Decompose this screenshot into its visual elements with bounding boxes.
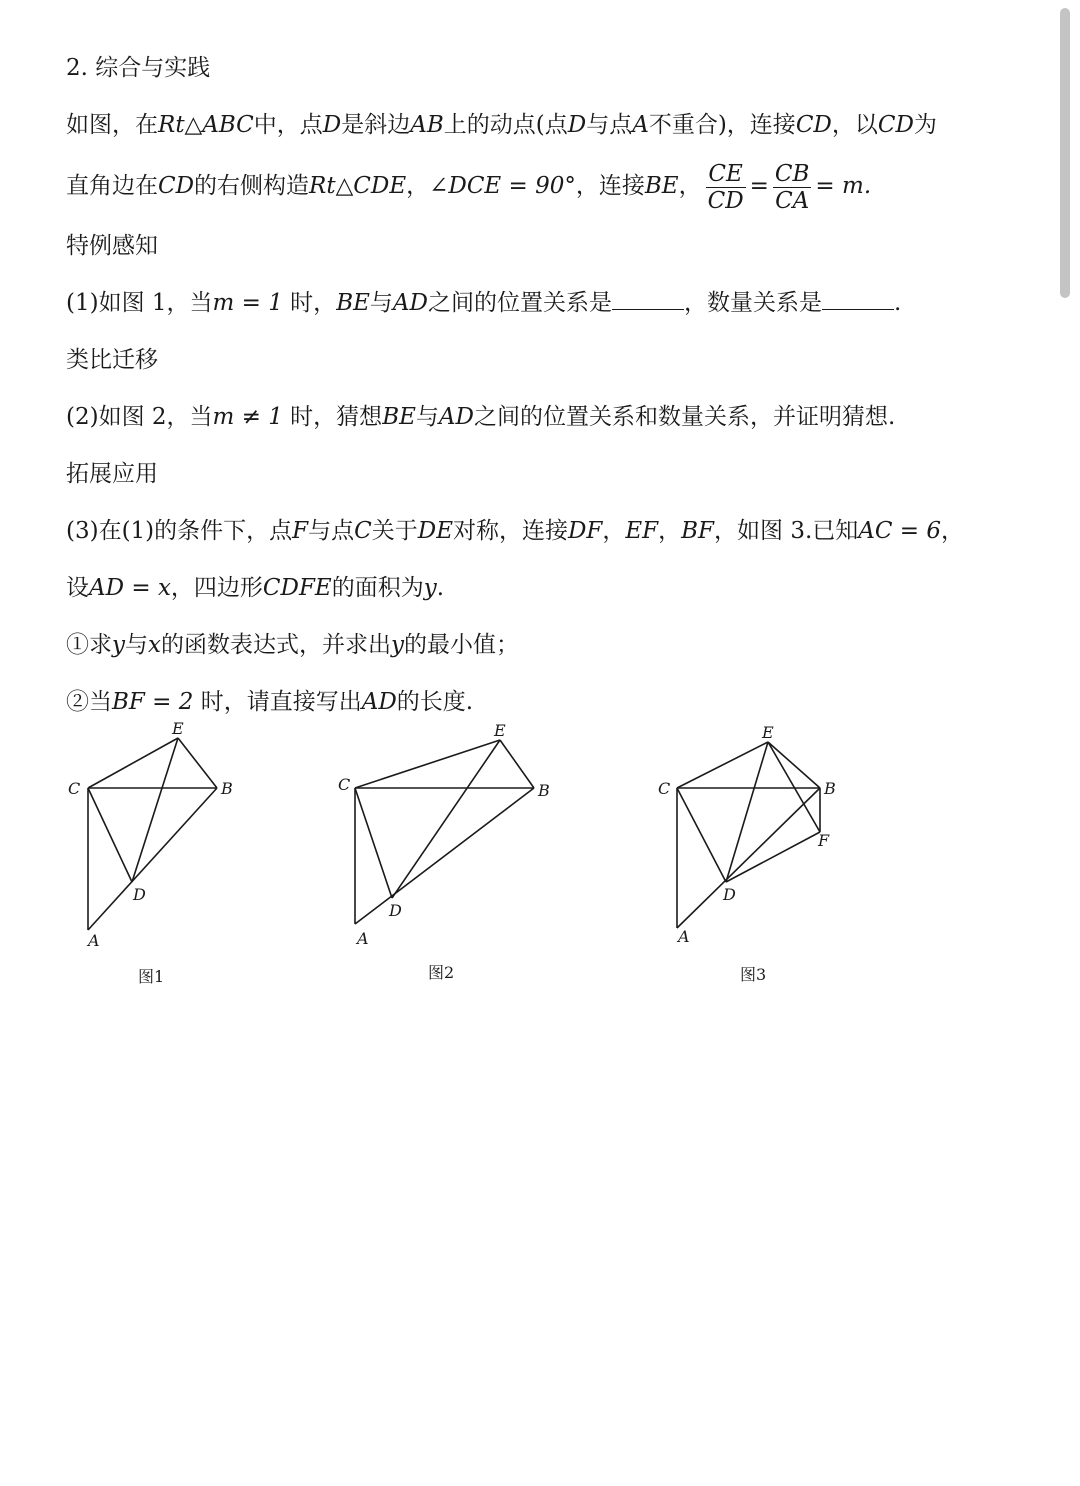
text: 与	[125, 632, 148, 658]
section-title: 类比迁移	[66, 347, 158, 373]
segment-df	[726, 832, 820, 882]
label-f: F	[818, 831, 830, 850]
text: 中，点	[253, 112, 323, 138]
label-d: D	[389, 901, 402, 920]
label-c: C	[658, 779, 671, 798]
segment-eb	[768, 742, 820, 788]
text: 时，猜想	[282, 404, 383, 430]
figure-2-diagram	[355, 740, 534, 924]
math-m-not-equal-1: m ≠ 1	[212, 404, 283, 430]
label-c: C	[338, 775, 351, 794]
math-y: y	[390, 632, 404, 658]
segment-ab	[355, 788, 534, 924]
text: 之间的位置关系和数量关系，并证明猜想.	[473, 404, 896, 430]
text: 的面积为	[331, 575, 424, 601]
math-rt-abc: Rt△ABC	[158, 112, 254, 138]
label-d: D	[723, 885, 736, 904]
math-d: D	[567, 112, 587, 138]
fraction-denominator: CA	[775, 187, 810, 214]
label-b: B	[221, 779, 233, 798]
problem-document	[66, 40, 1026, 731]
label-a: A	[678, 927, 690, 946]
geometry-figures	[60, 710, 880, 1000]
text: (3)在(1)的条件下，点	[66, 518, 293, 544]
text: 时，请直接写出	[193, 689, 362, 715]
math-ab: AB	[410, 112, 444, 138]
fraction-ce-cd	[706, 161, 746, 214]
text: ，	[678, 173, 702, 199]
math-ad-equals-x: AD = x	[89, 575, 171, 601]
intro-line-1	[66, 97, 1026, 154]
text: ，四边形	[170, 575, 263, 601]
segment-ef	[768, 742, 820, 832]
text: (2)如图 2，当	[66, 404, 213, 430]
math-ad: AD	[392, 290, 428, 316]
math-angle-dce: ∠DCE = 90°	[429, 173, 576, 199]
math-bf: BF	[681, 518, 715, 544]
math-x: x	[148, 632, 161, 658]
figure-2-caption: 图2	[428, 963, 455, 982]
text: ，连接	[575, 173, 645, 199]
equals-sign: =	[749, 173, 769, 199]
segment-cd	[677, 788, 726, 882]
text: (1)如图 1，当	[66, 290, 213, 316]
math-f: F	[292, 518, 309, 544]
math-a: A	[632, 112, 649, 138]
text: 设	[66, 575, 89, 601]
math-ad: AD	[361, 689, 397, 715]
text: ①求	[66, 632, 112, 658]
math-rt-cde: Rt△CDE	[309, 173, 407, 199]
text: 上的动点(点	[443, 112, 568, 138]
text: ，如图 3.已知	[714, 518, 859, 544]
text: .	[436, 575, 445, 601]
text: 的右侧构造	[194, 173, 310, 199]
segment-eb	[500, 740, 534, 788]
segment-ce	[677, 742, 768, 788]
answer-blank-position[interactable]	[612, 291, 684, 310]
text: 与	[415, 404, 439, 430]
math-ac-equals-6: AC = 6	[858, 518, 942, 544]
fraction-cb-ca	[773, 161, 812, 214]
text: 与	[369, 290, 393, 316]
question-3	[66, 503, 1026, 560]
section-heading-2	[66, 332, 1026, 389]
text: 对称，连接	[452, 518, 568, 544]
heading-text: 2. 综合与实践	[66, 55, 211, 81]
figure-3-diagram	[677, 742, 820, 928]
text: 是斜边	[341, 112, 411, 138]
math-ad: AD	[438, 404, 474, 430]
math-de: DE	[417, 518, 453, 544]
text: 的最小值；	[403, 632, 519, 658]
figure-1-caption: 图1	[138, 967, 165, 986]
text: 为	[913, 112, 937, 138]
intro-line-2	[66, 154, 1026, 218]
text: ，	[658, 518, 682, 544]
text: 时，	[282, 290, 337, 316]
math-bf-equals-2: BF = 2	[112, 689, 194, 715]
math-cdfe: CDFE	[262, 575, 332, 601]
scrollbar-thumb[interactable]	[1060, 8, 1070, 298]
text: 之间的位置关系是	[427, 290, 612, 316]
text: 与点	[586, 112, 633, 138]
question-3-setup	[66, 560, 1026, 617]
text: 直角边在	[66, 173, 158, 199]
text: ，	[406, 173, 430, 199]
text: ，	[602, 518, 626, 544]
math-y: y	[423, 575, 437, 601]
segment-ab	[88, 788, 217, 930]
text: ②当	[66, 689, 112, 715]
math-df: DF	[567, 518, 603, 544]
text: 如图，在	[66, 112, 158, 138]
section-title: 特例感知	[66, 233, 158, 259]
question-2	[66, 389, 1026, 446]
text: ，以	[831, 112, 878, 138]
figure-1-diagram	[88, 738, 217, 930]
section-heading-1	[66, 218, 1026, 275]
label-b: B	[538, 781, 550, 800]
label-a: A	[357, 929, 369, 948]
label-d: D	[133, 885, 146, 904]
math-c: C	[354, 518, 372, 544]
text: 的函数表达式，并求出	[160, 632, 391, 658]
math-cd: CD	[158, 173, 195, 199]
question-3-part-1	[66, 617, 1026, 674]
vertical-scrollbar[interactable]	[1058, 0, 1074, 1486]
section-title: 拓展应用	[66, 461, 158, 487]
text: ，数量关系是	[683, 290, 822, 316]
fraction-denominator: CD	[707, 187, 744, 214]
fraction-numerator: CB	[774, 160, 810, 187]
text: .	[893, 290, 902, 316]
math-be: BE	[336, 290, 370, 316]
text: 关于	[371, 518, 418, 544]
segment-ce	[355, 740, 500, 788]
fraction-numerator: CE	[706, 161, 746, 188]
text: ，	[941, 518, 965, 544]
segment-cd	[88, 788, 132, 882]
math-equals-m: = m.	[815, 173, 872, 199]
segment-de	[392, 740, 500, 898]
math-be: BE	[382, 404, 416, 430]
text: 的长度.	[396, 689, 474, 715]
segment-cd	[355, 788, 392, 898]
math-d: D	[322, 112, 342, 138]
section-heading-3	[66, 446, 1026, 503]
problem-heading	[66, 40, 1026, 97]
text: 与点	[308, 518, 355, 544]
text: 不重合)，连接	[648, 112, 796, 138]
math-m-equals-1: m = 1	[212, 290, 283, 316]
figures-area	[60, 710, 880, 1000]
segment-eb	[178, 738, 217, 788]
label-e: E	[172, 719, 184, 738]
label-e: E	[494, 721, 506, 740]
label-a: A	[88, 931, 100, 950]
label-c: C	[68, 779, 81, 798]
math-cd: CD	[795, 112, 832, 138]
math-be: BE	[644, 173, 679, 199]
answer-blank-quantity[interactable]	[822, 291, 894, 310]
label-e: E	[762, 723, 774, 742]
math-cd: CD	[877, 112, 914, 138]
figure-3-caption: 图3	[740, 965, 767, 984]
question-1	[66, 275, 1026, 332]
segment-de	[726, 742, 768, 882]
math-y: y	[112, 632, 125, 658]
label-b: B	[824, 779, 836, 798]
math-ef: EF	[625, 518, 659, 544]
